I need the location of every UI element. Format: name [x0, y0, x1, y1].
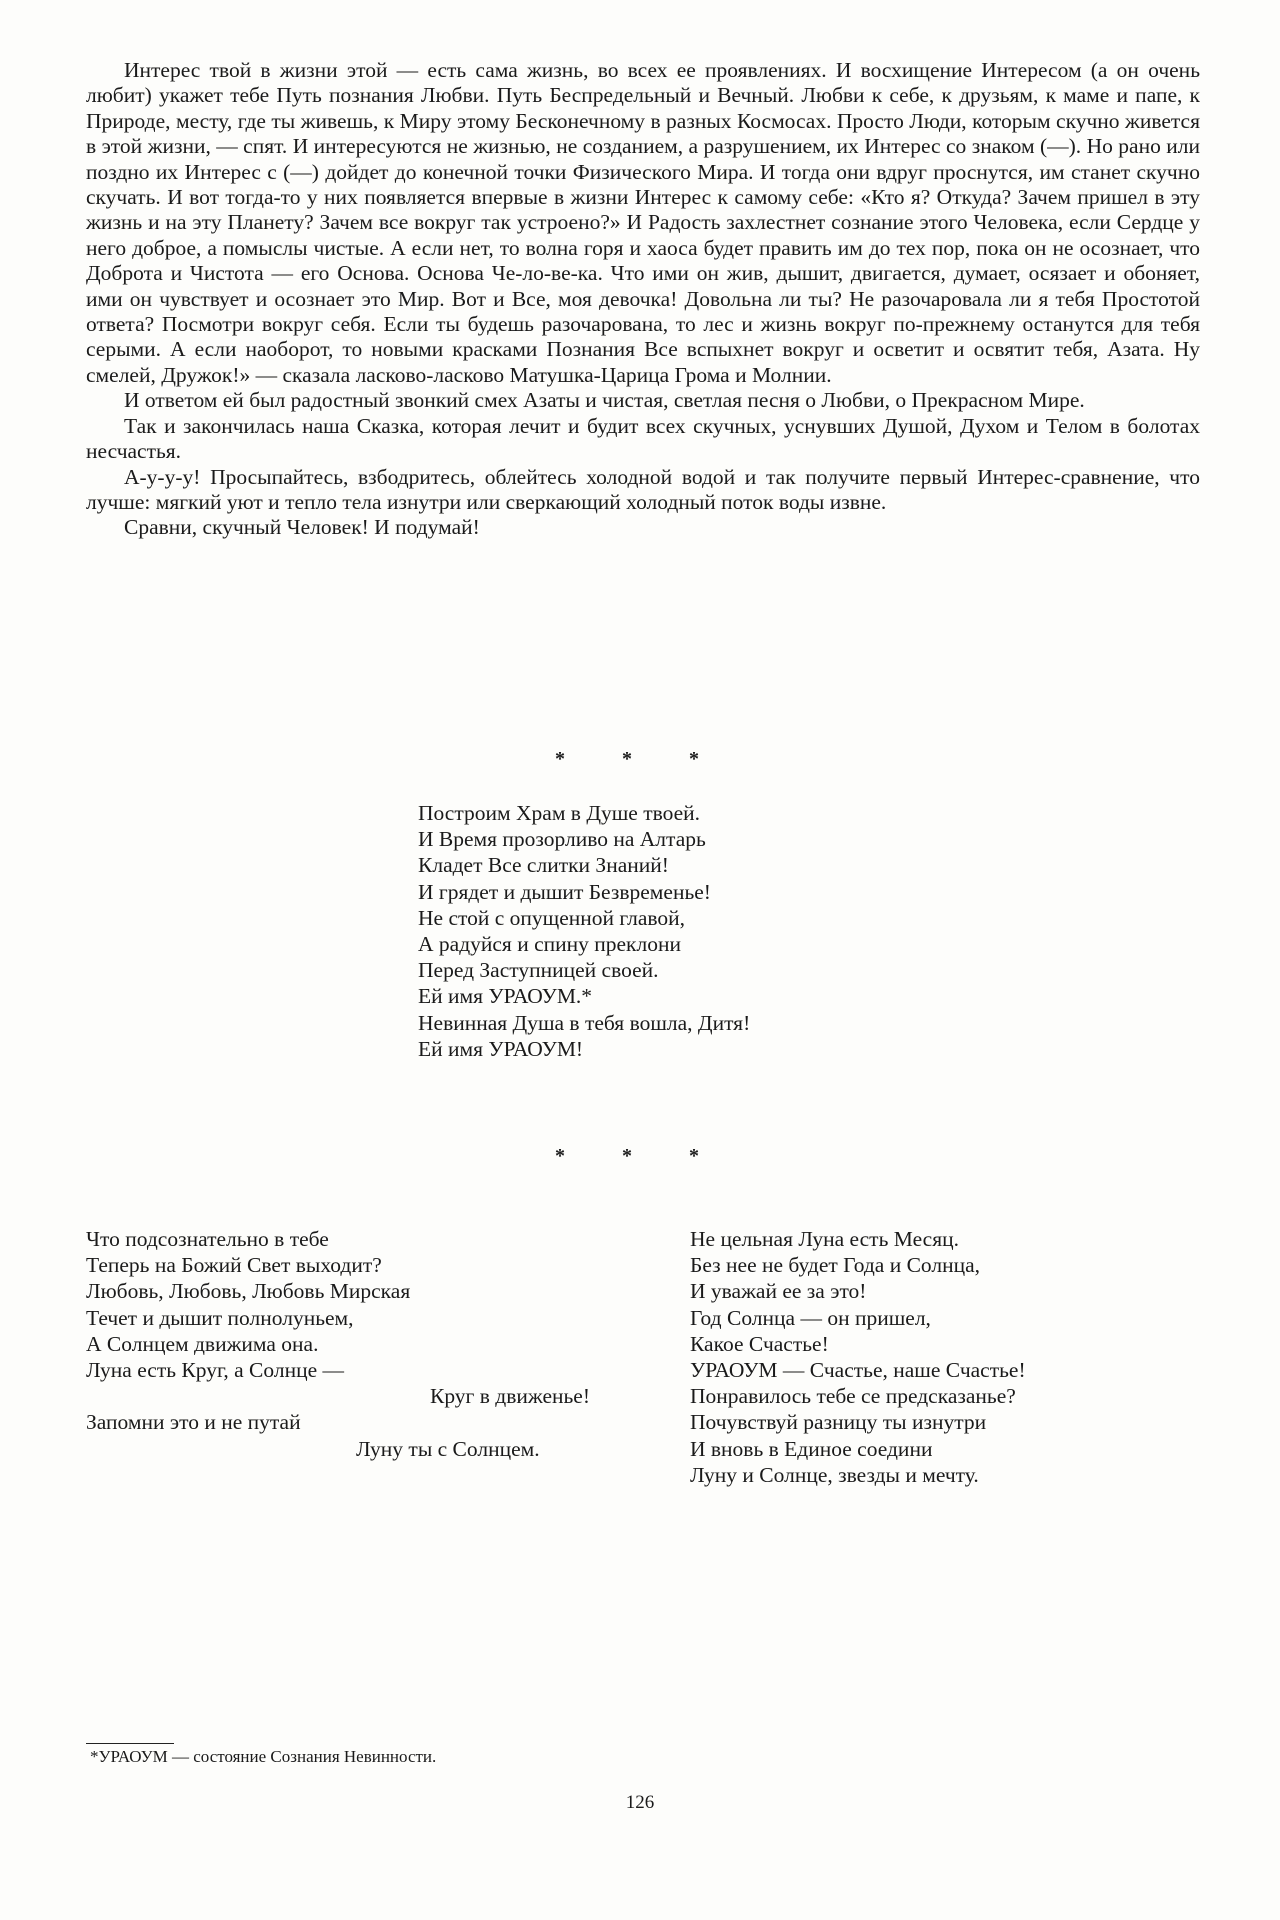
- paragraph: Так и закончилась наша Сказка, которая лечит и будит всех скучных, уснувших Душой, Духом и Телом в болотах несчастья.: [86, 413, 1200, 464]
- poem-line: И вновь в Единое соедини: [690, 1436, 933, 1461]
- poem-line: Не цельная Луна есть Месяц.: [690, 1227, 959, 1251]
- paragraph: Сравни, скучный Человек! И подумай!: [124, 515, 480, 540]
- poem-line: Что подсознательно в тебе: [86, 1227, 329, 1251]
- poem-line: Луну и Солнце, звезды и мечту.: [690, 1462, 979, 1487]
- section-separator: * * *: [555, 748, 725, 770]
- prose-block: [86, 58, 1200, 541]
- poem-line: Любовь, Любовь, Любовь Мирская: [86, 1279, 411, 1304]
- poem-line-indented: Луну ты с Солнцем.: [356, 1436, 540, 1461]
- poem-line: Невинная Душа в тебя вошла, Дитя!: [418, 1010, 751, 1035]
- poem-line: Почувствуй разницу ты изнутри: [690, 1410, 987, 1435]
- poem-line: Луна есть Круг, а Солнце —: [86, 1358, 344, 1383]
- poem-line-indented: Круг в движенье!: [430, 1384, 591, 1409]
- paragraph: А-у-у-у! Просыпайтесь, взбодритесь, облейтесь холодной водой и так получите первый Интерес-сравнение, что лучше: мягкий уют и тепло тела изнутри или сверкающий холодный поток воды извне.: [86, 464, 1200, 514]
- poem-line: Не стой с опущенной главой,: [418, 905, 686, 930]
- centered-poem: [418, 800, 750, 1062]
- poem-line: Перед Заступницей своей.: [418, 958, 659, 983]
- poem-line: И Время прозорливо на Алтарь: [418, 827, 706, 852]
- poem-line: А радуйся и спину преклони: [418, 932, 681, 957]
- poem-line: УРАОУМ — Счастье, наше Счастье!: [690, 1358, 1026, 1383]
- poem-line: Теперь на Божий Свет выходит?: [86, 1253, 382, 1278]
- paragraph: Интерес твой в жизни этой — есть сама жизнь, во всех ее проявлениях. И восхищение Интересом (а он очень любит) укажет тебе Путь познания Любви. Путь Беспредельный и Вечный. Любви к себе, к друзьям, к маме и папе, к Природе, месту, где ты живешь, к Миру этому Бесконечному в разных Космосах. Просто Люди, которым скучно живется в этой жизни, — спят. И интересуются не жизнью, не созданием, а разрушением, их Интерес со знаком (—). Но рано или поздно их Интерес с (—) дойдет до конечной точки Физического Мира. И тогда они вдруг проснутся, им станет скучно скучать. И вот тогда-то у них появляется впервые в жизни Интерес к самому себе: «Кто я? Откуда? Зачем пришел в эту жизнь и на эту Планету? Зачем все вокруг так устроено?» И Радость захлестнет сознание этого Человека, если Сердце у него доброе, а помыслы чистые. А если нет, то волна горя и хаоса будет править им до тех пор, пока он не осознает, что Доброта и Чистота — его Основа. Основа Че-ло-ве-ка. Что ими он жив, дышит, двигается, думает, осязает и обоняет, ими он чувствует и осознает это Мир. Вот и Все, моя девочка! Довольна ли ты? Не разочаровала ли я тебя Простотой ответа? Посмотри вокруг себя. Если ты будешь разочарована, то лес и жизнь вокруг по-прежнему останутся для тебя серыми. А если наоборот, то новыми красками Познания Все вспыхнет вокруг и осветит и освятит тебя, Азата. Ну смелей, Дружок!» — сказала ласково-ласково Матушка-Царица Грома и Молнии.: [86, 58, 1200, 387]
- poem-line: Какое Счастье!: [690, 1331, 829, 1356]
- poem-left-column: [86, 1226, 596, 1462]
- poem-line: И грядет и дышит Безвременье!: [418, 879, 711, 904]
- footnote: *УРАОУМ — состояние Сознания Невинности.: [90, 1747, 437, 1766]
- poem-line: И уважай ее за это!: [690, 1279, 867, 1304]
- poem-line: Понравилось тебе се предсказанье?: [690, 1384, 1016, 1409]
- poem-line: Без нее не будет Года и Солнца,: [690, 1253, 981, 1278]
- poem-line: Запомни это и не путай: [86, 1410, 301, 1435]
- paragraph: И ответом ей был радостный звонкий смех Азаты и чистая, светлая песня о Любви, о Прекрасном Мире.: [124, 388, 1085, 413]
- poem-line: А Солнцем движима она.: [86, 1331, 319, 1356]
- poem-right-column: [690, 1226, 1130, 1488]
- poem-line: Ей имя УРАОУМ!: [418, 1036, 584, 1061]
- footnote-rule: [86, 1743, 174, 1744]
- poem-line: Ей имя УРАОУМ.*: [418, 984, 593, 1009]
- poem-line: Построим Храм в Душе твоей.: [418, 801, 701, 825]
- poem-line: Течет и дышит полнолуньем,: [86, 1305, 354, 1330]
- section-separator: * * *: [555, 1145, 725, 1167]
- page-number: 126: [625, 1792, 655, 1813]
- poem-line: Кладет Все слитки Знаний!: [418, 853, 669, 878]
- poem-line: Год Солнца — он пришел,: [690, 1305, 931, 1330]
